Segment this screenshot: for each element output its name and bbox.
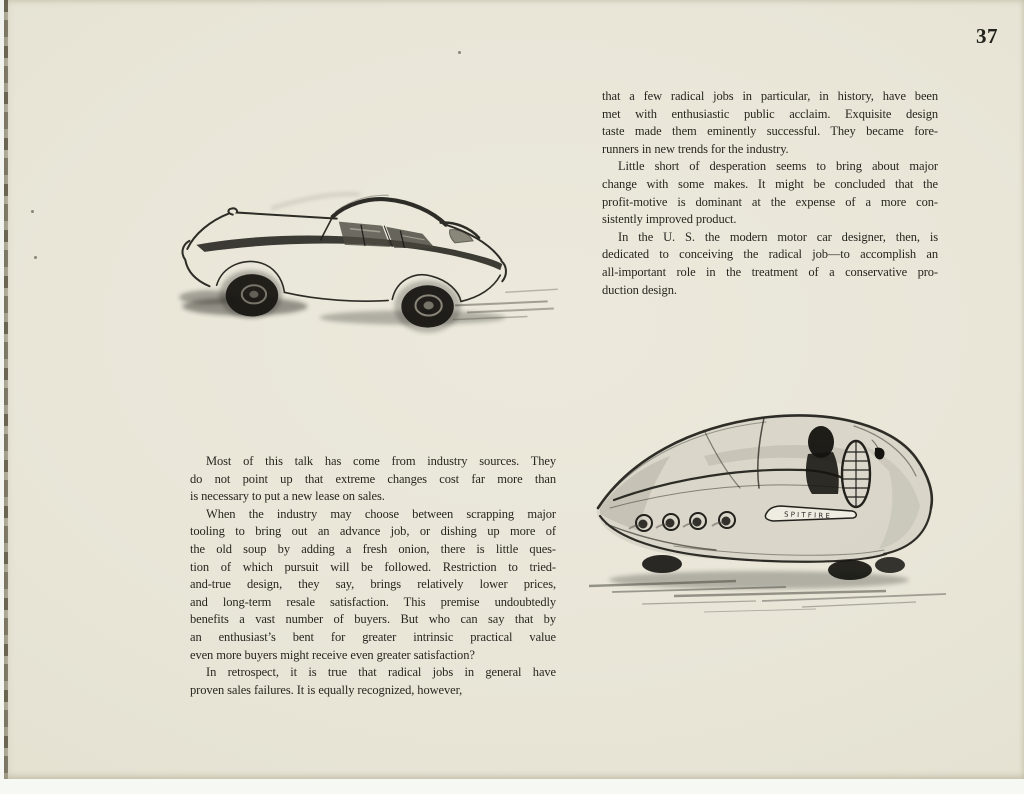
- text-line: When the industry may choose between scrapping major: [206, 506, 556, 521]
- text-line: that a few radical jobs in particular, in history, have been: [602, 89, 938, 103]
- text-line: proven sales failures. It is equally recognized, however,: [190, 682, 463, 697]
- text-line: duction design.: [602, 282, 677, 297]
- right-text-column: [602, 88, 938, 299]
- left-text-column: [190, 453, 556, 699]
- spitfire-ground: [589, 571, 946, 612]
- book-page: [4, 0, 1024, 779]
- coupe-windows: [339, 222, 473, 248]
- text-line: an enthusiast’s bent for greater intrinsic practical value: [190, 629, 556, 644]
- coupe-rear-wheel: [394, 280, 461, 332]
- page-number: 37: [976, 24, 998, 48]
- page-torn-edge: [4, 0, 8, 779]
- text-line: met with enthusiastic public acclaim. Exquisite design: [602, 106, 938, 121]
- text-line: is necessary to put a new lease on sales.: [190, 489, 385, 504]
- text-line: Most of this talk has come from industry sources. They: [206, 454, 556, 468]
- text-line: dedicated to conceiving the radical job—to accomplish an: [602, 247, 938, 262]
- text-line: sistently improved product.: [602, 212, 737, 227]
- text-line: tion of which pursuit will be followed. Restriction to tried-: [190, 559, 556, 574]
- text-line: do not point up that extreme changes cost far more than: [190, 471, 556, 486]
- text-line: and long-term resale satisfaction. This premise undoubtedly: [190, 594, 556, 609]
- text-line: In retrospect, it is true that radical jobs in general have: [206, 665, 556, 680]
- text-line: runners in new trends for the industry.: [602, 141, 789, 156]
- text-line: change with some makes. It might be concluded that the: [602, 176, 938, 191]
- text-line: all-important role in the treatment of a conservative pro-: [602, 264, 938, 279]
- text-line: In the U. S. the modern motor car designer, then, is: [618, 229, 938, 244]
- coupe-front-wheel: [220, 270, 283, 318]
- paper-speck: [31, 210, 34, 213]
- spitfire-concept-sketch: [552, 396, 976, 624]
- spitfire-nameplate-text: SPITFIRE: [783, 510, 833, 521]
- text-line: benefits a vast number of buyers. But who can say that by: [190, 612, 556, 627]
- text-line: tooling to bring out an advance job, or dishing up more of: [190, 524, 556, 539]
- paper-speck: [34, 256, 37, 259]
- text-line: and-true design, they say, brings relatively lower prices,: [190, 577, 556, 592]
- text-line: the old soup by adding a fresh onion, there is little ques-: [190, 541, 556, 556]
- text-line: even more buyers might receive even greater satisfaction?: [190, 647, 475, 662]
- coupe-sketch-illustration: [152, 158, 576, 360]
- paper-speck: [458, 51, 461, 54]
- text-line: profit-motive is dominant at the expense of a more con-: [602, 194, 938, 209]
- text-line: Little short of desperation seems to bring about major: [618, 159, 938, 174]
- text-line: taste made them eminently successful. They became fore-: [602, 124, 938, 139]
